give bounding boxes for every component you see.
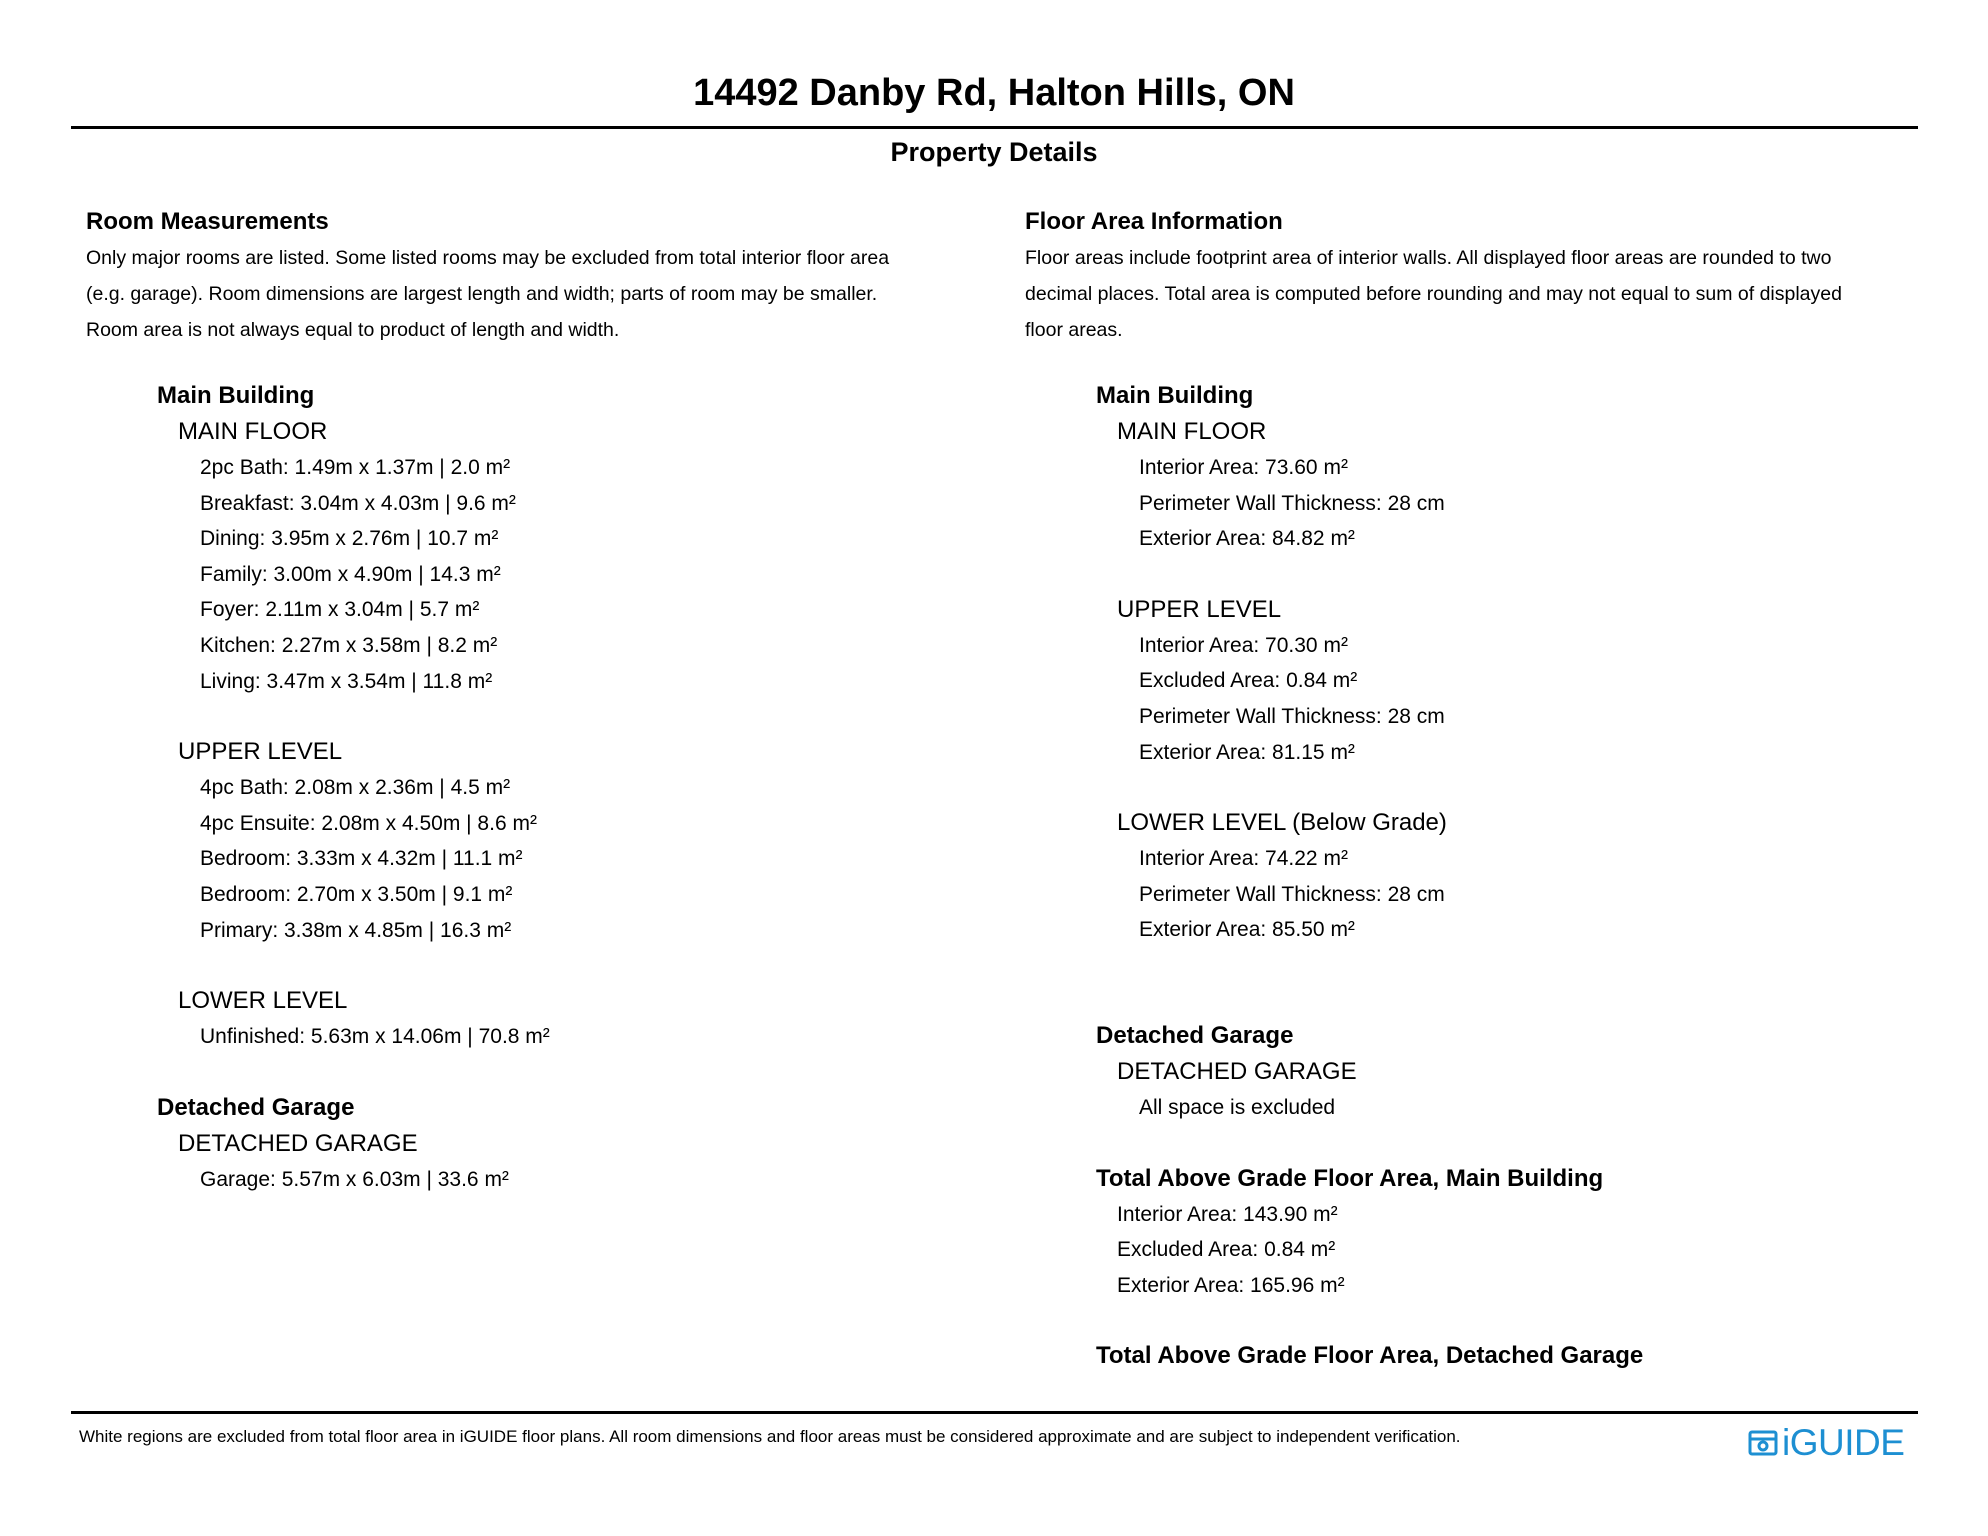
iguide-logo: [1748, 1423, 1904, 1463]
section-description: Only major rooms are listed. Some listed rooms may be excluded from total interior floor area (e.g. garage). Room dimensions are largest length and width; parts of room may be smaller. Room area is not always equal to product of length and width.: [86, 247, 890, 341]
area-entry: Exterior Area: 85.50 m²: [1139, 918, 1355, 942]
level-label: MAIN FLOOR: [178, 418, 328, 445]
room-entry: Bedroom: 2.70m x 3.50m | 9.1 m²: [200, 882, 513, 906]
level-label: LOWER LEVEL (Below Grade): [1117, 809, 1447, 837]
room-entry: Unfinished: 5.63m x 14.06m | 70.8 m²: [200, 1025, 550, 1049]
page-title: 14492 Danby Rd, Halton Hills, ON: [693, 72, 1295, 114]
area-entry: Perimeter Wall Thickness: 28 cm: [1139, 704, 1445, 728]
logo-wordmark: iGUIDE: [1782, 1422, 1905, 1463]
area-entry: All space is excluded: [1139, 1095, 1336, 1119]
area-entry: Exterior Area: 84.82 m²: [1139, 527, 1355, 551]
camera-icon: [1748, 1428, 1778, 1458]
room-tree: [157, 378, 986, 1197]
room-entry: Living: 3.47m x 3.54m | 11.8 m²: [200, 669, 493, 693]
section-heading: Floor Area Information: [1025, 208, 1283, 235]
total-main-label: Total Above Grade Floor Area, Main Building: [1096, 1164, 1604, 1192]
total-entry: Exterior Area: 165.96 m²: [1117, 1273, 1345, 1297]
room-entry: 2pc Bath: 1.49m x 1.37m | 2.0 m²: [200, 456, 511, 479]
area-entry: Interior Area: 74.22 m²: [1139, 847, 1348, 871]
area-entry: Exterior Area: 81.15 m²: [1139, 740, 1355, 764]
floor-area-tree: [1096, 378, 1925, 1374]
level-label: LOWER LEVEL: [178, 987, 348, 1015]
level-label: DETACHED GARAGE: [1117, 1057, 1357, 1085]
room-measurements-section: [86, 206, 986, 1197]
level-label: UPPER LEVEL: [178, 738, 343, 766]
footer-disclaimer: White regions are excluded from total floor area in iGUIDE floor plans. All room dimensions and floor areas must be considered approximate and are subject to independent verification.: [79, 1427, 1461, 1446]
room-entry: Garage: 5.57m x 6.03m | 33.6 m²: [200, 1167, 509, 1191]
room-entry: 4pc Ensuite: 2.08m x 4.50m | 8.6 m²: [200, 811, 537, 835]
header-divider: [71, 126, 1918, 129]
area-entry: Perimeter Wall Thickness: 28 cm: [1139, 491, 1445, 515]
room-entry: Bedroom: 3.33m x 4.32m | 11.1 m²: [200, 847, 523, 871]
building-label: Detached Garage: [1096, 1021, 1294, 1049]
section-description: Floor areas include footprint area of interior walls. All displayed floor areas are rounded to two decimal places. Total area is computed before rounding and may not equal to sum of displayed floor areas.: [1025, 247, 1842, 341]
footer-divider: [71, 1411, 1918, 1414]
area-entry: Interior Area: 73.60 m²: [1139, 456, 1348, 479]
area-entry: Perimeter Wall Thickness: 28 cm: [1139, 882, 1445, 906]
level-label: UPPER LEVEL: [1117, 595, 1282, 623]
section-heading: Room Measurements: [86, 208, 329, 235]
area-entry: Interior Area: 70.30 m²: [1139, 633, 1348, 657]
building-label: Detached Garage: [157, 1093, 355, 1121]
building-label: Main Building: [157, 382, 315, 409]
room-entry: Family: 3.00m x 4.90m | 14.3 m²: [200, 562, 501, 586]
room-entry: Dining: 3.95m x 2.76m | 10.7 m²: [200, 527, 499, 551]
room-entry: 4pc Bath: 2.08m x 2.36m | 4.5 m²: [200, 776, 511, 800]
total-garage-label: Total Above Grade Floor Area, Detached Garage: [1096, 1342, 1644, 1370]
page-subtitle: Property Details: [890, 137, 1098, 167]
total-entry: Excluded Area: 0.84 m²: [1117, 1238, 1336, 1262]
total-entry: Interior Area: 143.90 m²: [1117, 1202, 1338, 1226]
room-entry: Foyer: 2.11m x 3.04m | 5.7 m²: [200, 598, 480, 622]
room-entry: Breakfast: 3.04m x 4.03m | 9.6 m²: [200, 491, 516, 515]
level-label: DETACHED GARAGE: [178, 1129, 418, 1157]
floor-area-section: [1025, 206, 1925, 1374]
room-entry: Primary: 3.38m x 4.85m | 16.3 m²: [200, 918, 512, 942]
building-label: Main Building: [1096, 382, 1254, 409]
room-entry: Kitchen: 2.27m x 3.58m | 8.2 m²: [200, 633, 498, 657]
level-label: MAIN FLOOR: [1117, 418, 1267, 445]
area-entry: Excluded Area: 0.84 m²: [1139, 669, 1358, 693]
